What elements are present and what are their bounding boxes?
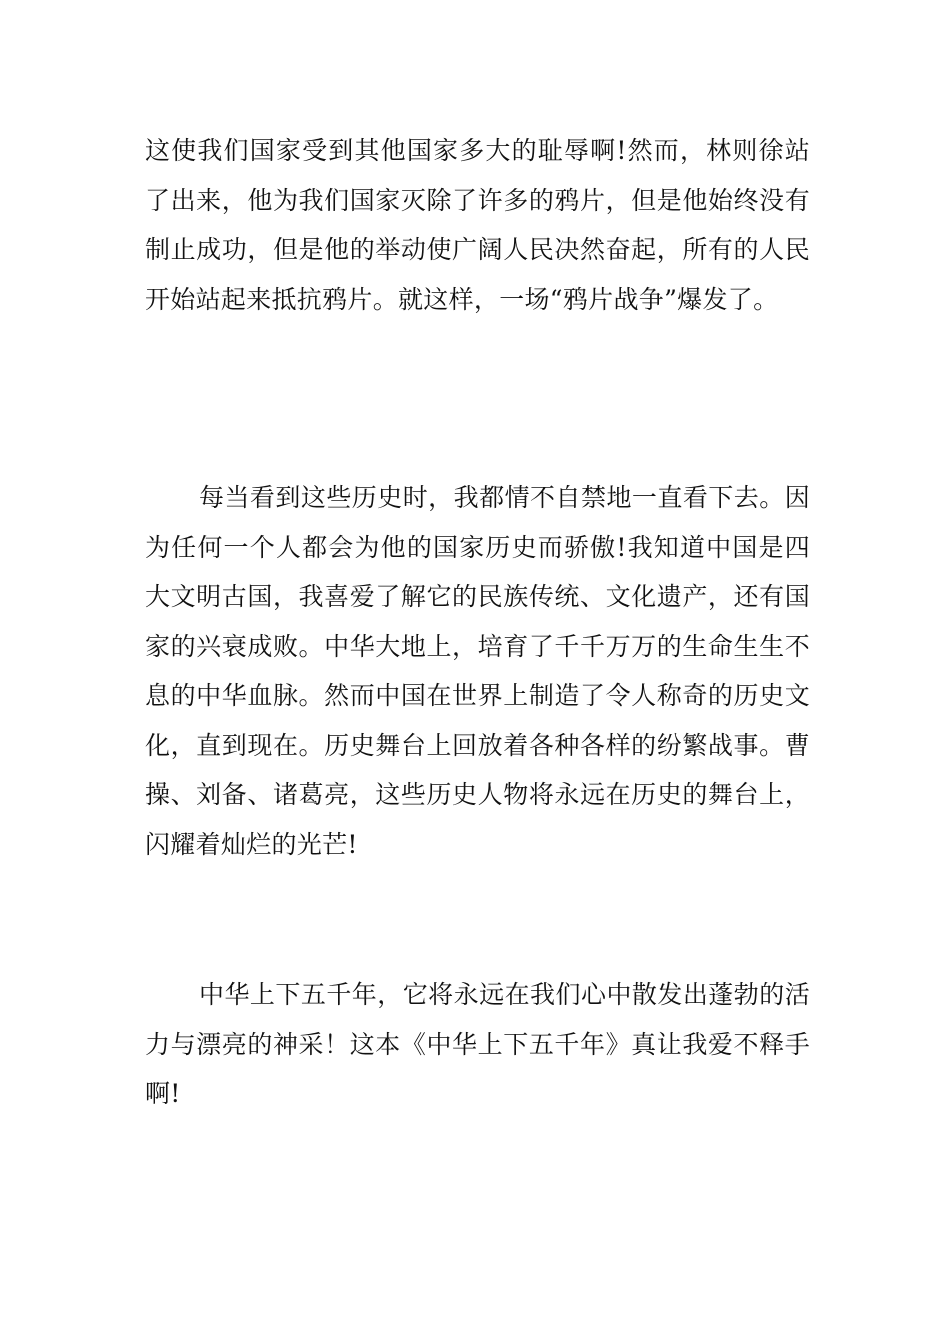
paragraph-history-reflection: 每当看到这些历史时，我都情不自禁地一直看下去。因为任何一个人都会为他的国家历史而骄傲!我知道中国是四大文明古国，我喜爱了解它的民族传统、文化遗产，还有国家的兴衰成败。中华大地上，培育了千千万万的生命生生不息的中华血脉。然而中国在世界上制造了令人称奇的历史文化，直到现在。历史舞台上回放着各种各样的纷繁战事。曹操、刘备、诸葛亮，这些历史人物将永远在历史的舞台上，闪耀着灿烂的光芒!	[145, 483, 810, 859]
paragraph-opium-war: 这使我们国家受到其他国家多大的耻辱啊!然而，林则徐站了出来，他为我们国家灭除了许多的鸦片，但是他始终没有制止成功，但是他的举动使广阔人民决然奋起，所有的人民开始站起来抵抗鸦片。就这样，一场“鸦片战争”爆发了。	[145, 136, 810, 314]
paragraph-conclusion: 中华上下五千年，它将永远在我们心中散发出蓬勃的活力与漂亮的神采！这本《中华上下五千年》真让我爱不释手啊!	[145, 980, 810, 1108]
